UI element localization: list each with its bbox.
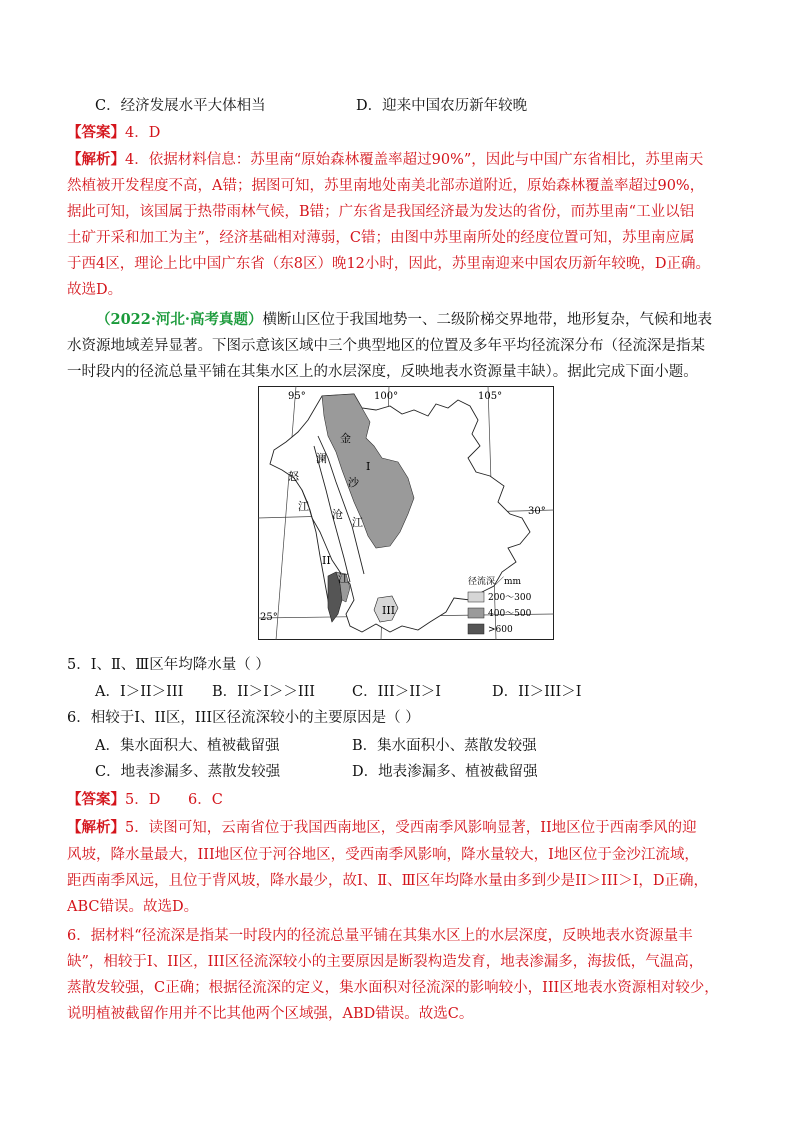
answer-5-6 xyxy=(67,790,223,810)
q4-option-d: D．迎来中国农历新年较晚 xyxy=(356,98,528,114)
river-lancang-3: 江 xyxy=(338,572,349,585)
analysis-4-line-1 xyxy=(67,150,703,170)
analysis-text: 4．依据材料信息：苏里南“原始森林覆盖率超过90%”，因此与中国广东省相比，苏里南天 xyxy=(125,152,704,168)
q6-option-c: C．地表渗漏多、蒸散发较强 xyxy=(95,764,281,780)
q6-option-a: A．集水面积大、植被截留强 xyxy=(95,738,280,754)
analysis-5-line-1 xyxy=(67,818,697,838)
legend-swatch-3 xyxy=(468,624,484,634)
analysis-4-line-6: 故选D。 xyxy=(67,282,123,298)
q4-option-c: C．经济发展水平大体相当 xyxy=(95,98,266,114)
analysis-tag: 【解析】 xyxy=(67,151,125,168)
river-jinsha-2: 沙 xyxy=(348,476,359,489)
analysis-4-line-5: 于西4区，理论上比中国广东省（东8区）晚12小时，因此，苏里南迎来中国农历新年较晚，D正确。 xyxy=(67,256,711,272)
analysis-5-line-4: ABC错误。故选D。 xyxy=(67,899,199,915)
q6-stem: 6．相较于I、II区，III区径流深较小的主要原因是（ ） xyxy=(67,710,420,726)
analysis-6-line-3: 蒸散发较强，C正确；根据径流深的定义，集水面积对径流深的影响较小，III区地表水资源相对较少， xyxy=(67,980,719,996)
river-jinsha-3: 江 xyxy=(352,516,363,529)
q5-stem: 5．Ⅰ、Ⅱ、Ⅲ区年均降水量（ ） xyxy=(67,657,270,673)
analysis-6-line-4: 说明植被截留作用并不比其他两个区域强，ABD错误。故选C。 xyxy=(67,1006,474,1022)
legend-label-1: 200～300 xyxy=(488,593,532,603)
passage-line-3: 一时段内的径流总量平铺在其集水区上的水层深度，反映地表水资源量丰缺）。据此完成下面小题。 xyxy=(67,364,698,380)
answer-text: 4．D xyxy=(125,125,161,141)
analysis-5-line-2: 风坡，降水量最大，III地区位于河谷地区，受西南季风影响，降水量较大，I地区位于金沙江流域， xyxy=(67,847,699,863)
passage-text: 横断山区位于我国地势一、二级阶梯交界地带，地形复杂，气候和地表 xyxy=(262,312,712,328)
legend-label-2: 400～500 xyxy=(488,609,532,619)
q6-option-b: B．集水面积小、蒸散发较强 xyxy=(352,738,537,754)
lon-label-105: 105° xyxy=(478,391,503,402)
region-label-i: I xyxy=(366,460,371,473)
analysis-6-line-2: 缺”，相较于I、II区，III区径流深较小的主要原因是断裂构造发育，地表渗漏多，海拔低，气温高， xyxy=(67,954,704,970)
q5-option-a: A．I＞II＞III xyxy=(95,684,184,700)
q6-option-d: D．地表渗漏多、植被截留强 xyxy=(352,764,538,780)
river-nu-1: 怒 xyxy=(288,470,299,483)
analysis-5-line-3: 距西南季风远，且位于背风坡，降水最少，故Ⅰ、Ⅱ、Ⅲ区年均降水量由多到少是II＞III＞I，D正确， xyxy=(67,873,709,889)
passage-line-1 xyxy=(96,310,712,330)
region-label-iii: III xyxy=(382,604,396,617)
lat-label-30: 30° xyxy=(528,506,546,517)
river-lancang-2: 沧 xyxy=(332,508,343,521)
analysis-text: 5．读图可知，云南省位于我国西南地区，受西南季风影响显著，II地区位于西南季风的迎 xyxy=(125,820,697,836)
river-lancang-1: 澜 xyxy=(316,452,327,465)
q5-option-c: C．III＞II＞I xyxy=(352,684,441,700)
answer-4 xyxy=(67,123,160,143)
answer-tag: 【答案】 xyxy=(67,124,125,141)
river-jinsha-1: 金 xyxy=(340,432,351,445)
q5-option-b: B．II＞I＞＞III xyxy=(212,684,316,700)
region-label-ii: II xyxy=(322,554,331,567)
legend-title: 径流深／mm xyxy=(468,577,522,587)
answer-text: 5．D 6．C xyxy=(125,792,223,808)
legend-label-3: >600 xyxy=(488,625,513,635)
analysis-6-line-1: 6．据材料“径流深是指某一时段内的径流总量平铺在其集水区上的水层深度，反映地表水资源量丰 xyxy=(67,928,693,944)
legend-swatch-1 xyxy=(468,592,484,602)
legend-swatch-2 xyxy=(468,608,484,618)
analysis-tag: 【解析】 xyxy=(67,819,125,836)
analysis-4-line-3: 据此可知，该国属于热带雨林气候，B错；广东省是我国经济最为发达的省份，而苏里南“工业以铝 xyxy=(67,204,695,220)
q5-option-d: D．II＞III＞I xyxy=(492,684,582,700)
lon-label-95: 95° xyxy=(288,391,306,402)
passage-line-2: 水资源地域差异显著。下图示意该区域中三个典型地区的位置及多年平均径流深分布（径流深是指某 xyxy=(67,338,705,354)
river-nu-2: 江 xyxy=(298,500,309,513)
source-tag: （2022·河北·高考真题） xyxy=(96,311,263,328)
answer-tag: 【答案】 xyxy=(67,791,125,808)
analysis-4-line-4: 土矿开采和加工为主”，经济基础相对薄弱，C错；由图中苏里南所处的经度位置可知，苏里南应属 xyxy=(67,230,695,246)
analysis-4-line-2: 然植被开发程度不高，A错；据图可知，苏里南地处南美北部赤道附近，原始森林覆盖率超过90%， xyxy=(67,178,705,194)
hengduan-runoff-map xyxy=(258,386,554,640)
lon-label-100: 100° xyxy=(374,391,399,402)
lat-label-25: 25° xyxy=(260,612,278,623)
